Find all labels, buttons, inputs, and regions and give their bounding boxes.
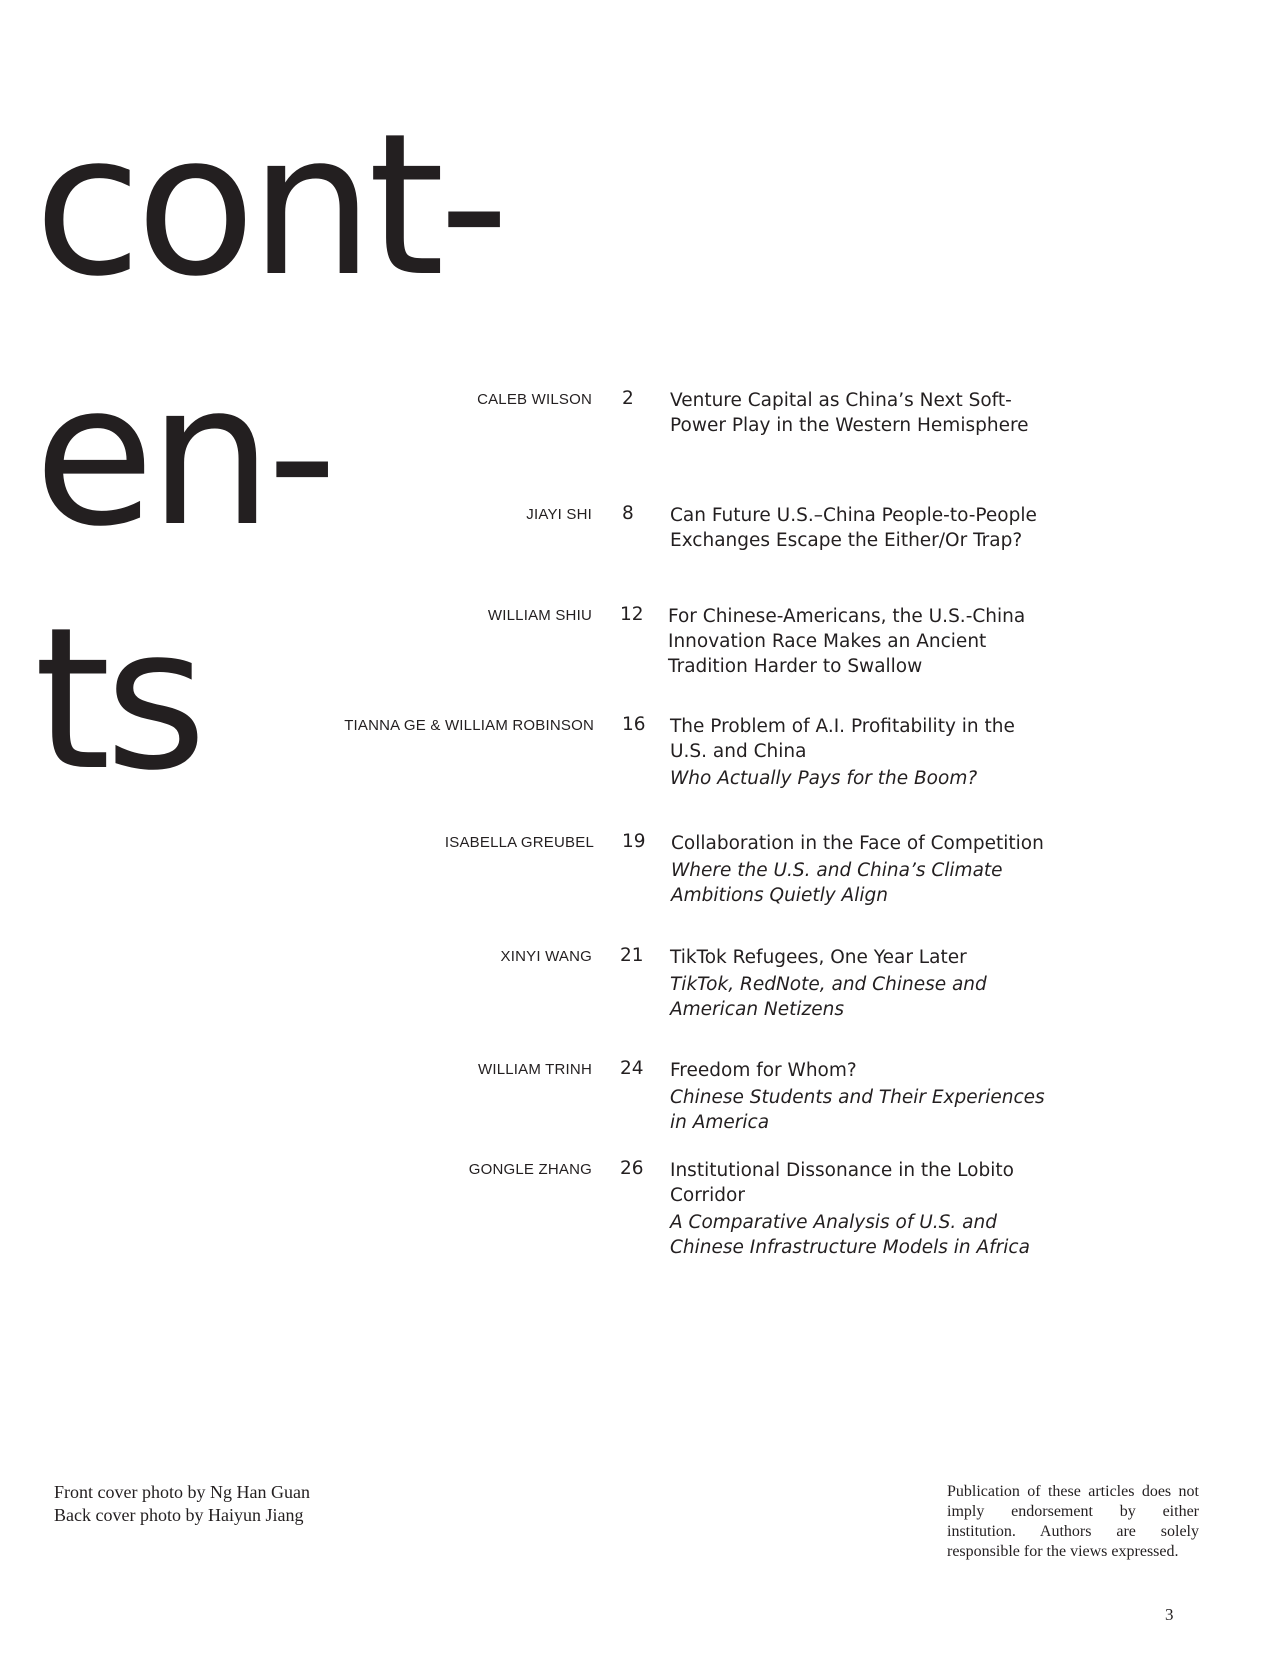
toc-author: WILLIAM SHIU	[487, 607, 592, 624]
toc-page-number: 26	[620, 1158, 644, 1179]
toc-title: TikTok Refugees, One Year Later	[670, 947, 967, 968]
toc-title-block[interactable]	[670, 1158, 1050, 1260]
toc-page-number: 2	[622, 388, 634, 409]
toc-page-number: 21	[620, 945, 644, 966]
contents-heading-line-3: ts	[34, 586, 201, 814]
toc-page-number: 16	[622, 714, 646, 735]
back-cover-credit: Back cover photo by Haiyun Jiang	[54, 1505, 304, 1525]
toc-subtitle: Where the U.S. and China’s Climate Ambitions Quietly Align	[671, 860, 1003, 906]
toc-title: Institutional Dissonance in the Lobito Corridor	[670, 1160, 1014, 1206]
toc-title-block[interactable]	[670, 503, 1050, 553]
toc-page-number: 8	[622, 503, 634, 524]
toc-title: For Chinese-Americans, the U.S.-China Innovation Race Makes an Ancient Tradition Harder to Swallow	[668, 606, 1026, 677]
toc-subtitle: Chinese Students and Their Experiences in America	[670, 1087, 1045, 1133]
toc-title-block[interactable]	[670, 1058, 1050, 1135]
toc-author: WILLIAM TRINH	[477, 1061, 592, 1078]
toc-author: CALEB WILSON	[477, 391, 592, 408]
contents-heading-line-2: en-	[34, 342, 332, 570]
toc-author: JIAYI SHI	[526, 506, 592, 523]
toc-title: Can Future U.S.–China People-to-People Exchanges Escape the Either/Or Trap?	[670, 505, 1037, 551]
toc-page-number: 12	[620, 604, 644, 625]
page-number: 3	[1165, 1605, 1174, 1624]
toc-title: The Problem of A.I. Profitability in the U.S. and China	[670, 716, 1015, 762]
toc-author: GONGLE ZHANG	[468, 1161, 592, 1178]
toc-title: Collaboration in the Face of Competition	[671, 833, 1044, 854]
toc-title-block[interactable]	[671, 831, 1051, 908]
toc-author: ISABELLA GREUBEL	[444, 834, 594, 851]
toc-title-block[interactable]	[670, 388, 1050, 438]
front-cover-credit: Front cover photo by Ng Han Guan	[54, 1482, 310, 1502]
photo-credits	[54, 1481, 310, 1527]
toc-title: Venture Capital as China’s Next Soft-Power Play in the Western Hemisphere	[670, 390, 1029, 436]
toc-title-block[interactable]	[670, 945, 1050, 1022]
toc-title: Freedom for Whom?	[670, 1060, 857, 1081]
toc-page-number: 19	[622, 831, 646, 852]
toc-title-block[interactable]	[670, 714, 1050, 791]
contents-heading-line-1: cont-	[34, 92, 504, 320]
toc-subtitle: Who Actually Pays for the Boom?	[670, 768, 978, 789]
toc-page-number: 24	[620, 1058, 644, 1079]
toc-author: XINYI WANG	[500, 948, 592, 965]
toc-subtitle: TikTok, RedNote, and Chinese and American Netizens	[670, 974, 987, 1020]
toc-author: TIANNA GE & WILLIAM ROBINSON	[344, 717, 594, 734]
disclaimer: Publication of these articles does not imply endorsement by either institution. Authors are solely responsible for the views expressed.	[947, 1483, 1199, 1560]
toc-title-block[interactable]	[668, 604, 1048, 679]
toc-subtitle: A Comparative Analysis of U.S. and Chinese Infrastructure Models in Africa	[670, 1212, 1030, 1258]
